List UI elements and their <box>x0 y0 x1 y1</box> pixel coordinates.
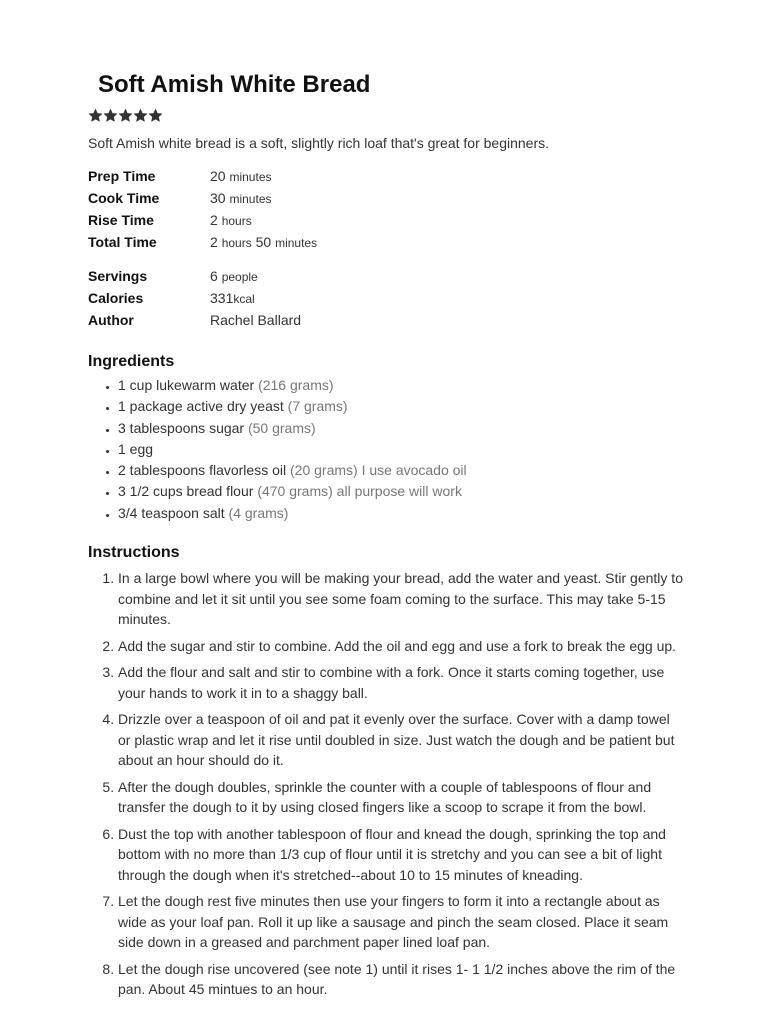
ingredient-item <box>118 396 684 417</box>
star-rating <box>88 105 684 125</box>
ingredient-item <box>118 418 684 439</box>
ingredient-text: 1 cup lukewarm water <box>118 377 255 393</box>
ingredients-heading: Ingredients <box>88 353 175 370</box>
time-unit: minutes <box>229 192 272 206</box>
recipe-summary: Soft Amish white bread is a soft, slightly rich loaf that's great for beginners. <box>88 135 550 151</box>
ingredient-item <box>118 375 684 396</box>
detail-unit: kcal <box>233 292 255 306</box>
instruction-step: 7. Let the dough rest five minutes then use your fingers to form it into a rectangle about as wide as your loaf pan. Roll it up like a sausage and pinch the seam closed. Place it seam side down in a greased and parchment paper lined loaf pan. <box>118 891 684 953</box>
detail-value <box>210 290 255 306</box>
star-icon <box>133 108 148 123</box>
detail-label: Calories <box>88 290 144 306</box>
detail-row <box>88 265 684 287</box>
ingredient-note: (50 grams) <box>247 419 316 436</box>
star-icon <box>103 108 118 123</box>
instruction-step: 1. In a large bowl where you will be making your bread, add the water and yeast. Stir gently to combine and let it sit until you see some foam coming to the surface. This may take 5-15 minutes. <box>118 568 684 630</box>
time-unit: minutes <box>229 170 272 184</box>
instruction-step: 4. Drizzle over a teaspoon of oil and pat it evenly over the surface. Cover with a damp towel or plastic wrap and let it rise until doubled in size. Just watch the dough and be patient but about an hour should do it. <box>118 709 684 771</box>
detail-label: Servings <box>88 268 148 284</box>
time-number: 2 <box>210 212 218 228</box>
instruction-step: 5. After the dough doubles, sprinkle the counter with a couple of tablespoons of flour and transfer the dough to it by using closed fingers like a scoop to scrape it from the bowl. <box>118 777 684 818</box>
detail-number: 331 <box>210 290 234 306</box>
instruction-step: 6. Dust the top with another tablespoon of flour and knead the dough, sprinking the top and bottom with no more than 1/3 cup of flour until it is stretchy and you can see a bit of light through the dough when it's stretched--about 10 to 15 minutes of kneading. <box>118 824 684 886</box>
ingredient-note: (216 grams) <box>258 377 334 393</box>
ingredient-text: 1 egg <box>118 440 154 457</box>
time-unit: minutes <box>275 236 318 250</box>
instruction-step: 3. Add the flour and salt and stir to combine with a fork. Once it starts coming together, use your hands to work it in to a shaggy ball. <box>118 662 684 703</box>
time-row <box>88 165 684 187</box>
details-group <box>88 265 684 331</box>
time-number: 2 <box>210 234 218 250</box>
ingredient-note: (7 grams) <box>287 398 348 415</box>
ingredient-note: (4 grams) <box>228 504 289 521</box>
ingredient-text: 3 1/2 cups bread flour <box>118 483 254 500</box>
detail-row <box>88 309 684 331</box>
ingredient-text: 3/4 teaspoon salt <box>118 504 225 521</box>
instructions-heading: Instructions <box>88 544 180 562</box>
time-label: Total Time <box>88 234 157 250</box>
detail-number: 6 <box>210 268 218 284</box>
detail-value <box>210 268 258 284</box>
detail-unit: people <box>221 270 258 284</box>
detail-label: Author <box>88 312 134 328</box>
detail-value <box>210 312 301 328</box>
star-icon <box>88 108 103 123</box>
instructions-list <box>88 568 684 1000</box>
instruction-step: 2. Add the sugar and stir to combine. Add the oil and egg and use a fork to break the egg up. <box>118 636 684 657</box>
ingredient-item <box>118 439 684 460</box>
time-unit: hours <box>221 236 252 250</box>
time-number: 30 <box>210 190 226 206</box>
time-label: Prep Time <box>88 168 156 184</box>
ingredient-text: 2 tablespoons flavorless oil <box>118 462 287 479</box>
ingredients-list <box>88 375 684 524</box>
ingredient-item <box>118 481 684 502</box>
star-icon <box>148 108 163 123</box>
time-row <box>88 187 684 209</box>
recipe-title: Soft Amish White Bread <box>98 71 371 98</box>
time-label: Rise Time <box>88 212 154 228</box>
time-value <box>210 212 252 228</box>
time-value <box>210 234 317 250</box>
time-value <box>210 190 272 206</box>
ingredient-note: (20 grams) I use avocado oil <box>290 462 467 479</box>
ingredient-note: (470 grams) all purpose will work <box>257 483 462 500</box>
detail-row <box>88 287 684 309</box>
instruction-step: 8. Let the dough rise uncovered (see note 1) until it rises 1- 1 1/2 inches above the rim of the pan. About 45 mintues to an hour. <box>118 959 684 1000</box>
time-row <box>88 231 684 253</box>
time-number: 50 <box>255 234 272 250</box>
ingredient-item <box>118 503 684 524</box>
ingredient-text: 1 package active dry yeast <box>118 398 284 415</box>
ingredient-text: 3 tablespoons sugar <box>118 419 245 436</box>
time-label: Cook Time <box>88 190 160 206</box>
time-unit: hours <box>221 214 252 228</box>
recipe-meta <box>88 165 684 331</box>
detail-number: Rachel Ballard <box>210 312 302 328</box>
time-group <box>88 165 684 253</box>
star-icon <box>118 108 133 123</box>
ingredient-item <box>118 460 684 481</box>
time-row <box>88 209 684 231</box>
time-value <box>210 168 272 184</box>
time-number: 20 <box>210 168 226 184</box>
